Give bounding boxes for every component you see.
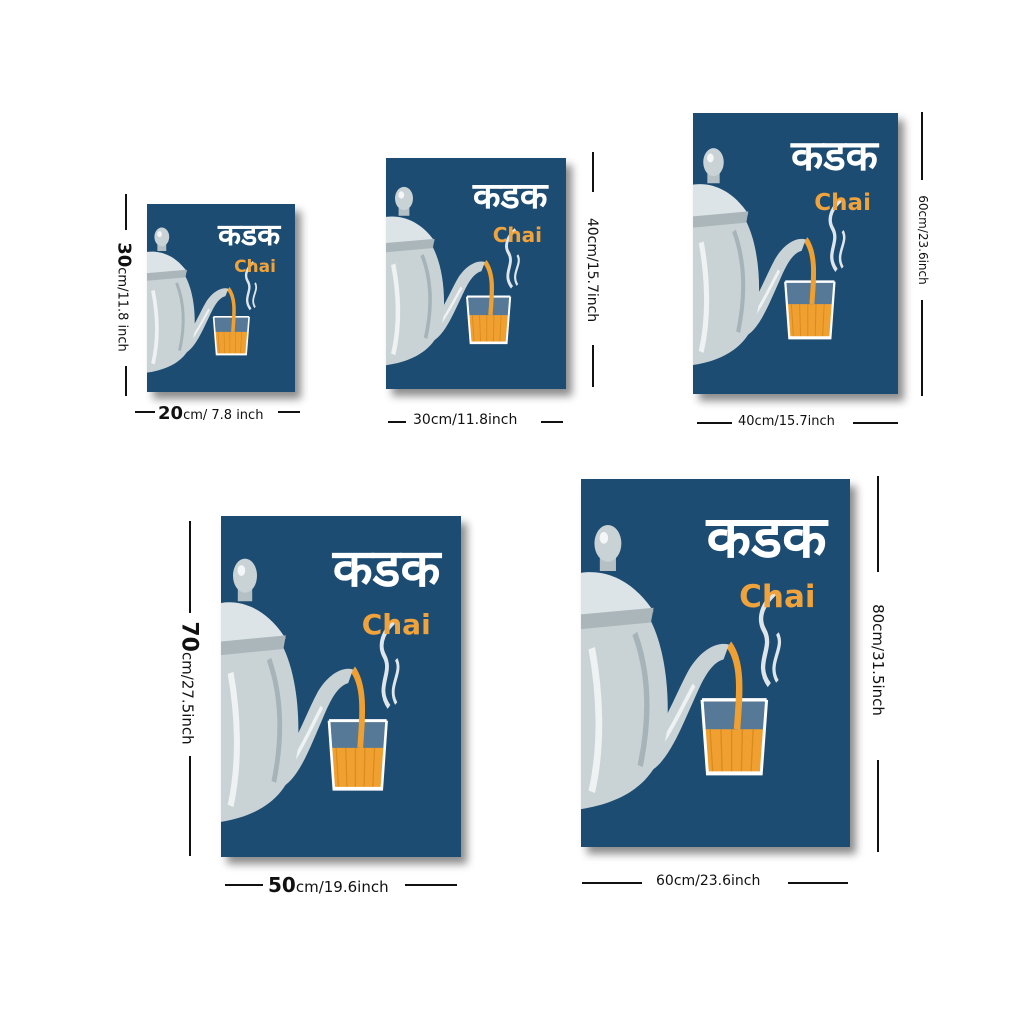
- width-label-rest: 60cm/23.6inch: [656, 873, 761, 889]
- height-label-rest: 60cm/23.6inch: [916, 195, 930, 285]
- poster-50x70: [221, 516, 461, 857]
- width-label-rest: 30cm/11.8inch: [413, 412, 518, 428]
- width-label-num: 20: [158, 403, 184, 424]
- poster-60x80: [581, 479, 850, 847]
- width-line-left: [225, 884, 263, 886]
- title-hindi: कडक: [706, 503, 827, 572]
- height-line-bottom: [877, 760, 879, 852]
- width-line-left: [582, 882, 642, 884]
- width-label: [158, 403, 263, 424]
- poster-20x30: [147, 204, 295, 392]
- height-line-top: [877, 476, 879, 572]
- width-line-right: [788, 882, 848, 884]
- poster-40x60: [693, 113, 898, 394]
- height-line-top: [189, 521, 191, 613]
- width-line-right: [405, 884, 457, 886]
- width-line-left: [388, 421, 406, 423]
- width-line-left: [697, 422, 732, 424]
- height-line-bottom: [189, 756, 191, 856]
- height-label-rest: 40cm/15.7inch: [584, 217, 600, 323]
- height-label: [916, 195, 930, 284]
- height-line-bottom: [592, 345, 594, 387]
- title-chai: Chai: [814, 189, 871, 216]
- height-label: [869, 604, 887, 716]
- title-hindi: कडक: [332, 539, 441, 600]
- height-label-num: 70: [176, 621, 202, 652]
- width-label-num: 50: [268, 873, 296, 897]
- width-label: [656, 873, 760, 889]
- height-line-top: [592, 152, 594, 192]
- title-hindi: कडक: [790, 131, 878, 181]
- title-chai: Chai: [234, 256, 276, 277]
- height-label: [114, 242, 135, 352]
- height-label-rest: cm/11.8 inch: [114, 267, 130, 352]
- height-line-top: [921, 112, 923, 180]
- height-label-rest: 80cm/31.5inch: [869, 604, 887, 716]
- height-label-num: 30: [113, 242, 135, 268]
- poster-30x40: [386, 158, 566, 389]
- title-chai: Chai: [739, 579, 816, 616]
- width-line-left: [135, 411, 155, 413]
- height-label: [177, 621, 202, 744]
- height-label: [584, 218, 600, 322]
- width-label-rest: 40cm/15.7inch: [738, 414, 835, 429]
- height-line-top: [125, 194, 127, 230]
- width-label-rest: cm/ 7.8 inch: [183, 408, 264, 423]
- title-hindi: कडक: [472, 175, 548, 217]
- title-hindi: कडक: [218, 217, 281, 253]
- width-line-right: [853, 422, 898, 424]
- height-label-rest: cm/27.5inch: [178, 651, 197, 745]
- title-chai: Chai: [361, 608, 431, 642]
- title-chai: Chai: [492, 222, 543, 247]
- width-label: [268, 873, 389, 897]
- height-line-bottom: [125, 366, 127, 396]
- width-label: [738, 414, 835, 429]
- width-label-rest: cm/19.6inch: [295, 878, 389, 896]
- width-line-right: [278, 411, 300, 413]
- width-line-right: [541, 421, 563, 423]
- height-line-bottom: [921, 300, 923, 396]
- width-label: [413, 412, 517, 428]
